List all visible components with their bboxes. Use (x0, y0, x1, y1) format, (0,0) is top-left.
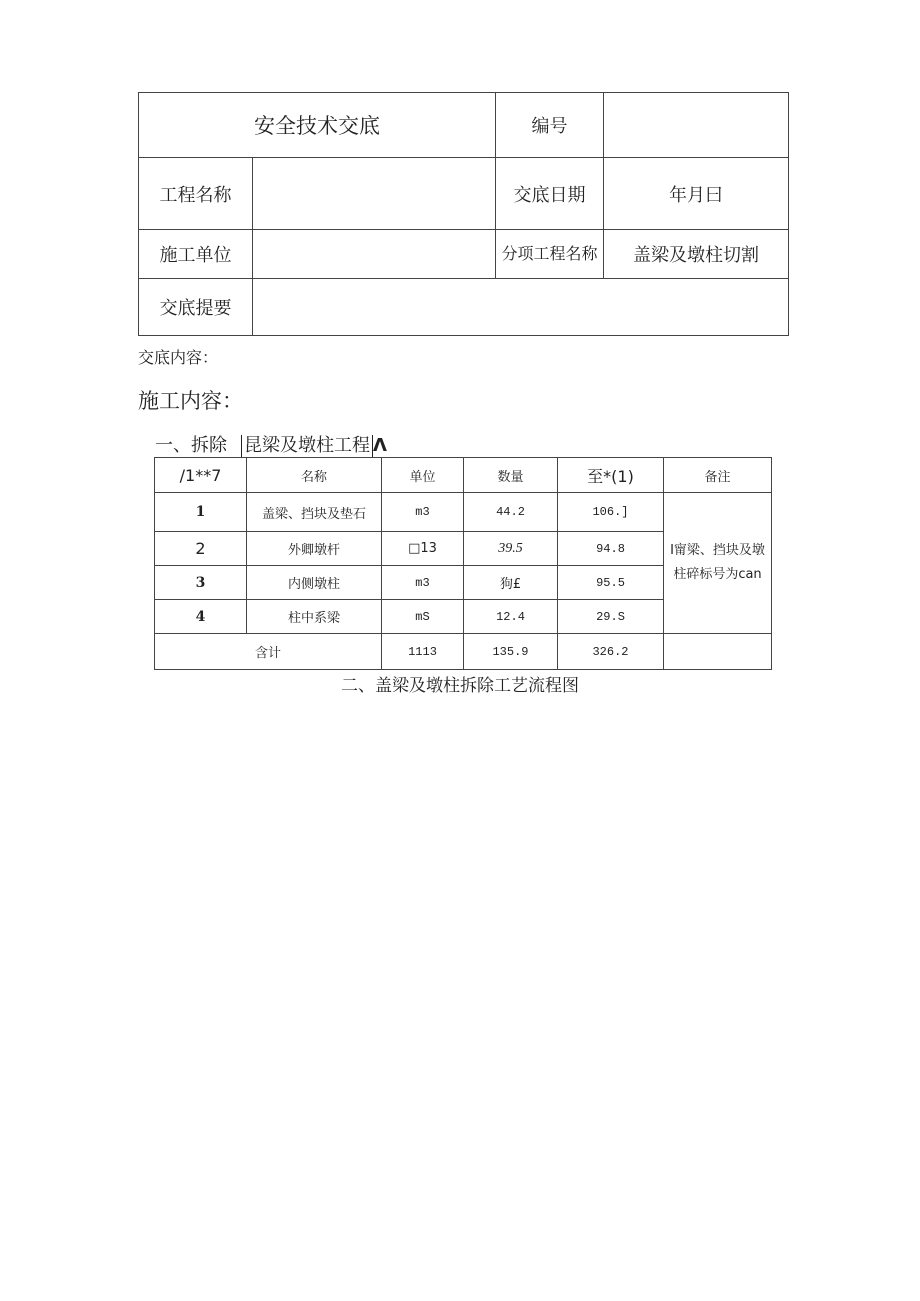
total-qty: 135.9 (464, 634, 558, 670)
subitem-label: 分项工程名称 (496, 230, 604, 279)
total-remark (664, 634, 772, 670)
row-name: 外卿墩杆 (247, 532, 382, 566)
row-qty: 12.4 (464, 600, 558, 634)
total-val: 326.2 (558, 634, 664, 670)
date-label: 交底日期 (496, 158, 604, 230)
table-total-row (155, 634, 772, 670)
code-value (604, 93, 789, 158)
row-name: 柱中系梁 (247, 600, 382, 634)
table-row (155, 493, 772, 532)
subitem-value: 盖梁及墩柱切割 (604, 230, 789, 279)
header-cell: 单位 (382, 458, 464, 493)
row-unit: mS (382, 600, 464, 634)
table-header-row (155, 458, 772, 493)
header-cell: 至*(1) (558, 458, 664, 493)
section2-heading: 二、盖梁及墩柱拆除工艺流程图 (341, 676, 579, 696)
row-qty: 狗£ (464, 566, 558, 600)
date-value: 年月曰 (604, 158, 789, 230)
row-name: 内侧墩柱 (247, 566, 382, 600)
section1-middle: 昆梁及墩柱工程 (244, 435, 370, 456)
header-form (138, 92, 789, 336)
header-cell: 名称 (247, 458, 382, 493)
section1-suffix: Λ (373, 435, 387, 456)
row-no: 1 (155, 493, 247, 532)
unit-label: 施工单位 (139, 230, 253, 279)
divider (241, 435, 242, 457)
unit-value (253, 230, 496, 279)
header-cell: /1**7 (155, 458, 247, 493)
total-label: 含计 (155, 634, 382, 670)
row-no: 4 (155, 600, 247, 634)
remark-cell: I甯梁、挡块及墩柱碎标号为can (664, 493, 772, 634)
summary-value (253, 279, 789, 336)
row-qty: 44.2 (464, 493, 558, 532)
code-label: 编号 (496, 93, 604, 158)
row-no: 3 (155, 566, 247, 600)
row-val: 94.8 (558, 532, 664, 566)
quantity-table (154, 457, 772, 670)
total-unit: 1113 (382, 634, 464, 670)
summary-label: 交底提要 (139, 279, 253, 336)
content-label: 交底内容： (138, 348, 219, 367)
section1-prefix: 一、拆除 (155, 435, 227, 456)
header-cell: 数量 (464, 458, 558, 493)
row-val: 95.5 (558, 566, 664, 600)
project-name-label: 工程名称 (139, 158, 253, 230)
row-unit: □13 (382, 532, 464, 566)
project-name-value (253, 158, 496, 230)
row-val: 29.S (558, 600, 664, 634)
row-val: 106.] (558, 493, 664, 532)
row-no: 2 (155, 532, 247, 566)
row-unit: m3 (382, 493, 464, 532)
row-unit: m3 (382, 566, 464, 600)
row-qty: 39.5 (464, 532, 558, 566)
header-cell: 备注 (664, 458, 772, 493)
form-title: 安全技术交底 (139, 93, 496, 158)
section1-heading (155, 434, 387, 458)
construction-label: 施工内容： (138, 389, 243, 413)
row-name: 盖梁、挡块及垫石 (247, 493, 382, 532)
